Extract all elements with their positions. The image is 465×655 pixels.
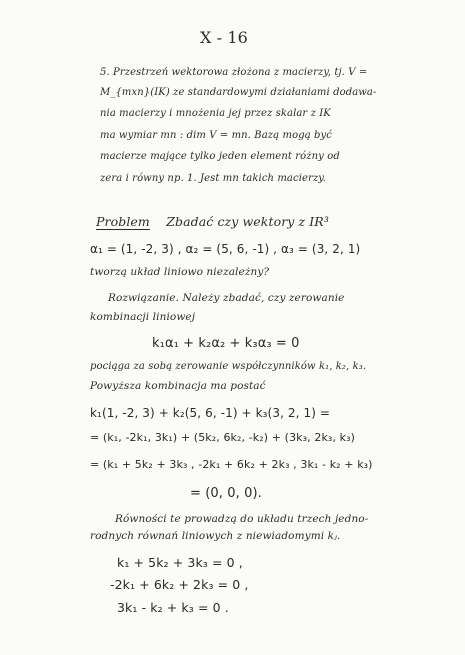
solution-line-1: Rozwiązanie. Należy zbadać, czy zerowanie: [108, 292, 345, 304]
page-header: X - 16: [200, 28, 248, 47]
paragraph-5-line-3: nia macierzy i mnożenia jej przez skalar z IK: [100, 108, 331, 119]
paragraph-5-line-2: M_{mxn}(IK) ze standardowymi działaniami dodawa-: [100, 87, 377, 98]
paragraph-5-line-1: 5. Przestrzeń wektorowa złożona z macierzy, tj. V =: [100, 67, 368, 78]
expansion-line-1: k₁(1, -2, 3) + k₂(5, 6, -1) + k₃(3, 2, 1) =: [90, 406, 331, 420]
system-equation-2: -2k₁ + 6k₂ + 2k₃ = 0 ,: [110, 577, 249, 592]
system-equation-1: k₁ + 5k₂ + 3k₃ = 0 ,: [117, 555, 243, 570]
consequence-line-2: Powyższa kombinacja ma postać: [90, 380, 266, 392]
linear-combination: k₁α₁ + k₂α₂ + k₃α₃ = 0: [152, 336, 300, 351]
solution-line-2: kombinacji liniowej: [90, 311, 196, 323]
paragraph-5-line-6: zera i równy np. 1. Jest mn takich macierzy.: [100, 173, 326, 184]
question-line: tworzą układ liniowo niezależny?: [90, 266, 270, 278]
expansion-line-3: = (k₁ + 5k₂ + 3k₃ , -2k₁ + 6k₂ + 2k₃ , 3k₁ - k₂ + k₃): [90, 458, 373, 471]
system-intro-line-1: Równości te prowadzą do układu trzech jedno-: [115, 513, 369, 525]
problem-heading: Problem: [96, 214, 150, 229]
expansion-line-4: = (0, 0, 0).: [190, 486, 262, 501]
paragraph-5-line-4: ma wymiar mn : dim V = mn. Bazą mogą być: [100, 130, 332, 141]
problem-statement: [96, 214, 329, 229]
problem-intro: Zbadać czy wektory z IR³: [166, 214, 329, 229]
vectors-line: α₁ = (1, -2, 3) , α₂ = (5, 6, -1) , α₃ = (3, 2, 1): [90, 242, 361, 256]
paragraph-5-line-5: macierze mające tylko jeden element różny od: [100, 151, 340, 162]
system-intro-line-2: rodnych równań liniowych z niewiadomymi kⱼ.: [90, 530, 341, 542]
expansion-line-2: = (k₁, -2k₁, 3k₁) + (5k₂, 6k₂, -k₂) + (3k₃, 2k₃, k₃): [90, 431, 355, 444]
system-equation-3: 3k₁ - k₂ + k₃ = 0 .: [117, 600, 229, 615]
consequence-line-1: pociąga za sobą zerowanie współczynników k₁, k₂, k₃.: [90, 361, 367, 372]
